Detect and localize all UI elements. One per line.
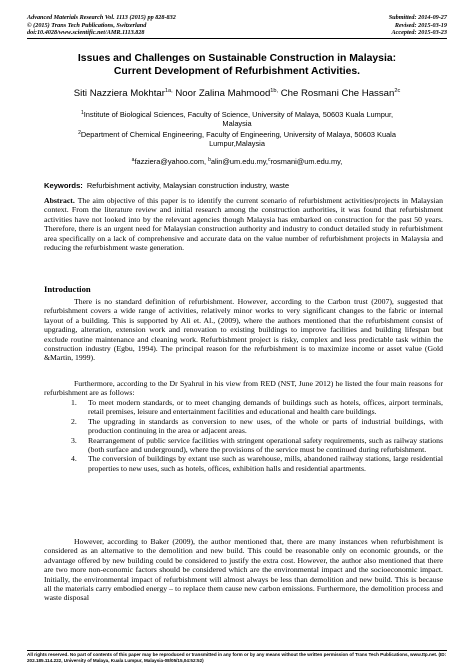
list-item-text: The conversion of buildings by extant use such as warehouse, mills, abandoned railway stations, large residential properties to new uses, such as hotels, offices, exhibition halls and residential apartments. (88, 454, 443, 473)
author-superscript: 2c (394, 88, 401, 94)
abstract-text: The aim objective of this paper is to identify the current scenario of refurbishment activities/projects in Malaysian context. From the literature review and initial research among the construction authorities, it was found that refurbishment activities have not looked into by the relevant agencies though Malaysia has embarked on construction for the past 50 years. Therefore, there is an urgent need for Malaysian construction authority and industry to conduct detailed study in refurbishment area specifically on a lack of comprehensive and accurate data on the value number of refurbishment projects in Malaysia and reducing the refurbishment waste generation. (44, 196, 443, 253)
author-superscript: 1a, (164, 88, 173, 94)
copyright-footer: All rights reserved. No part of contents of this paper may be reproduced or transmitted in any form or by any means without the written permission of Trans Tech Publications, www.ttp.net. (ID: 202.185.114.222, University of Malaya, Kuala Lumpur, Malaysia-08/05/15,04:52:52) (27, 652, 447, 663)
author-emails (27, 157, 447, 166)
email-superscript: b (208, 157, 211, 163)
keywords-text: Refurbishment activity, Malaysian construction industry, waste (86, 181, 290, 190)
journal-header (27, 14, 447, 37)
title-line-1: Issues and Challenges on Sustainable Construction in Malaysia: (77, 53, 397, 64)
copyright-notice: © (2015) Trans Tech Publications, Switzerland (27, 21, 147, 29)
list-number: 1. (71, 398, 77, 407)
paper-title (27, 53, 447, 78)
list-number: 3. (71, 435, 77, 445)
abstract (44, 196, 443, 252)
list-item (44, 436, 443, 455)
list-item (44, 454, 443, 473)
keywords (44, 181, 447, 190)
doi-text: doi:10.4028/www.scientific.net/AMR.1113.828 (27, 29, 145, 37)
abstract-label: Abstract. (44, 196, 75, 205)
journal-citation: Advanced Materials Research Vol. 1113 (2015) pp 828-832 (27, 14, 176, 21)
title-line-2: Current Development of Refurbishment Activities. (113, 65, 361, 77)
accepted-date: Accepted: 2015-03-23 (391, 29, 447, 37)
footer-divider (27, 650, 447, 651)
paragraph: However, according to Baker (2009), the author mentioned that, there are many instances when refurbishment is considered as an alternative to the demolition and new build. This could be reasonable only on economic grounds, or the advantage offered by new building could be considered to justify the extra cost. However, the author also mentioned that there are two more non-economic factors should be considered which are the environmental impact and the socioeconomic impact. Initially, the environmental impact of refurbishment will almost always be less than demolition and new build. This is because all the materials carry embodied energy – to replace them cause new carbon emissions. Furthermore, the demolition process and waste disposal (44, 537, 443, 603)
affiliation-superscript: 1 (80, 110, 84, 116)
email-link[interactable]: fazziera@yahoo.com, (134, 157, 209, 166)
list-item (44, 417, 443, 436)
list-item (44, 398, 443, 417)
paragraph: Furthermore, according to the Dr Syahrul in his view from RED (NST, June 2012) he listed the four main reasons for refurbishment are as follows: (44, 379, 443, 398)
paragraph: There is no standard definition of refurbishment. However, according to the Carbon trust (2007), suggested that refurbishment covers a wide range of activities, relatively minor works to very significant changes to the fabric or internal layout of a building. This is supported by Ali et. Al., (2009), where the authors mentioned that the refurbishment consist of upgrading, alteration, extension work and renovation to existing buildings to improve facilities and building lifespan but exclude routine maintenance and cleaning work. Refurbishment project is risky, complex and less predictable task within the construction industry (Egbu, 1994). The principal reason for the refurbishment is to maximize income or asset value (Gold &Martin, 1999). (44, 297, 443, 363)
list-item-text: The upgrading in standards as conversion to new uses, of the whole or parts of industrial buildings, with production continuing in the area or adjacent areas. (88, 416, 443, 436)
list-number: 2. (71, 416, 77, 426)
email-superscript: c (267, 157, 271, 163)
author-name: Siti Nazziera Mokhtar (73, 88, 165, 99)
email-link[interactable]: alin@um.edu.my, (210, 157, 268, 166)
list-number: 4. (71, 454, 77, 464)
affiliation-line: Lumpur,Malaysia (209, 138, 265, 148)
revised-date: Revised: 2015-03-19 (394, 21, 447, 29)
affiliation-line: Institute of Biological Sciences, Faculty of Science, University of Malaya, 50603 Kuala Lumpur, (83, 110, 394, 119)
affiliation-1 (55, 111, 419, 129)
keywords-label: Keywords: (44, 181, 83, 190)
list-item-text: Rearrangement of public service facilities with stringent operational safety requirements, such as railway stations (both surface and underground), where the provisions of the service must be continued during refurbishment. (88, 435, 443, 455)
submitted-date: Submitted: 2014-09-27 (388, 14, 447, 21)
affiliation-line: Malaysia (222, 118, 252, 128)
affiliation-2 (40, 131, 434, 149)
author-superscript: 1b, (270, 88, 279, 94)
email-link[interactable]: rosmani@um.edu.my, (270, 157, 343, 166)
author-list (27, 88, 447, 99)
author-name: Che Rosmani Che Hassan (280, 88, 395, 99)
email-superscript: a (131, 157, 135, 163)
author-name: Noor Zalina Mahmood (175, 88, 271, 99)
reasons-list (44, 398, 443, 473)
list-item-text: To meet modern standards, or to meet changing demands of buildings such as hotels, offices, airport terminals, retail premises, leisure and entertainment facilities and educational and health care buildings. (88, 398, 443, 417)
introduction-heading: Introduction (44, 284, 91, 294)
affiliation-line: Department of Chemical Engineering, Faculty of Engineering, University of Malaya, 50603 Kuala (80, 130, 396, 139)
header-divider (27, 38, 447, 39)
affiliation-superscript: 2 (78, 130, 81, 136)
